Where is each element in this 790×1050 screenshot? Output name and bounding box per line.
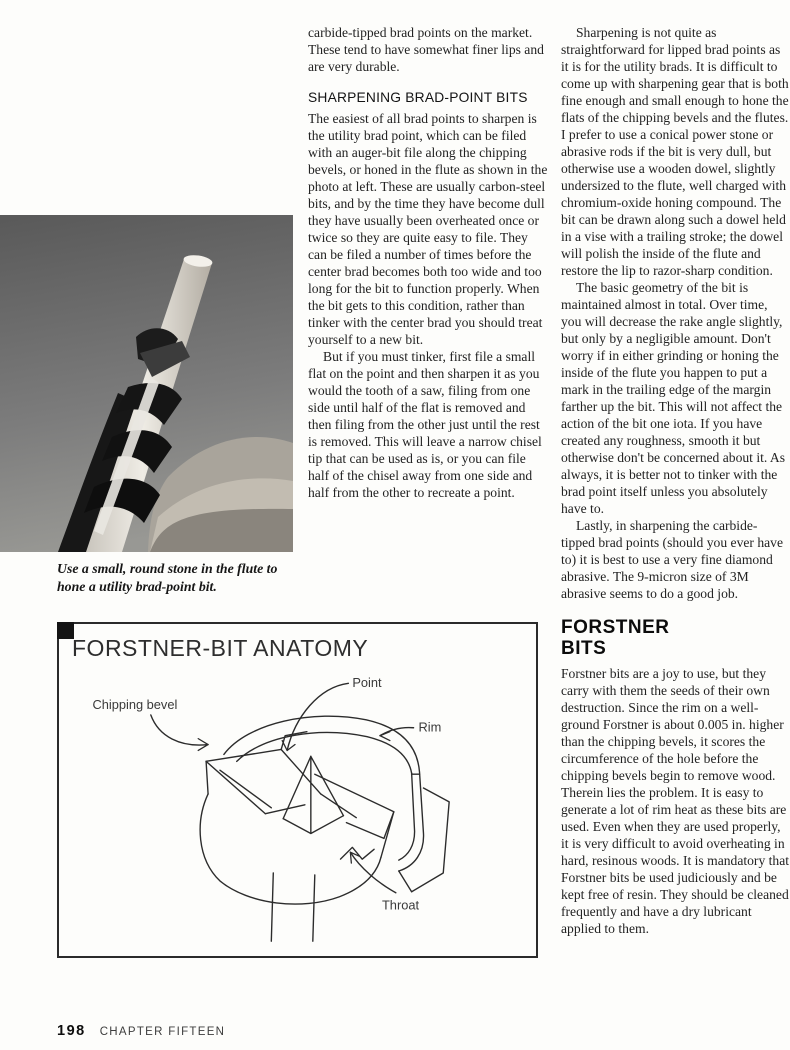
paragraph: But if you must tinker, first file a small flat on the point and then sharpen it as you would the tooth of a saw, filing from one side until half of the flat is removed and then filing from the other just until the rest is removed. This will leave a narrow chisel tip that can be used as is, or you can file half of the chisel away from one side and half from the other to recreate a point.	[308, 349, 542, 500]
diagram-label-rim: Rim	[418, 719, 442, 735]
forstner-bit-anatomy-diagram	[57, 622, 538, 958]
paragraph: Lastly, in sharpening the carbide-tipped brad points (should you ever have to) it is best to use a very fine diamond abrasive. The 9-micron size of 3M abrasive seems to do a good job.	[561, 518, 783, 601]
paragraph: carbide-tipped brad points on the market. These tend to have somewhat finer lips and are very durable.	[308, 25, 544, 74]
diagram-label-chipping-bevel: Chipping bevel	[92, 696, 178, 712]
paragraph: The basic geometry of the bit is maintained almost in total. Over time, you will decrease the rake angle slightly, but only by a negligible amount. Don't worry if in either grinding or honing the inside of the flute you happen to put a mark in the trailing edge of the margin farther up the bit. This will not affect the action of the bit one iota. If you have created any roughness, smooth it but otherwise don't be concerned about it. As always, it is better not to tinker with the brad point itself unless you absolutely have to.	[561, 280, 786, 516]
diagram-label-throat: Throat	[381, 897, 420, 913]
chapter-title: CHAPTER FIFTEEN	[99, 1026, 226, 1038]
photo-caption: Use a small, round stone in the flute to hone a utility brad-point bit.	[57, 561, 278, 594]
photo-brad-point-honing	[0, 215, 293, 552]
page-footer	[57, 1023, 225, 1039]
paragraph: Forstner bits are a joy to use, but they carry with them the seeds of their own destruction. Since the rim on a well-ground Forstner is about 0.005 in. higher than the chipping bevels, it scores the circumference of the hole before the chipping bevels begin to remove wood. Therein lies the problem. It is easy to generate a lot of rim heat as these bits are used. Even when they are used properly, it is very difficult to avoid overheating in hard, resinous woods. It is mandatory that Forstner bits be used judiciously and be kept free of resin. They should be cleaned frequently and have a dry lubricant applied to them.	[561, 666, 790, 936]
diagram-label-point: Point	[352, 675, 382, 691]
photo-illustration	[0, 215, 293, 552]
heading-line: FORSTNER	[561, 617, 670, 638]
section-heading-sharpening-brad-point-bits: SHARPENING BRAD-POINT BITS	[308, 90, 528, 105]
right-text-column	[561, 24, 790, 937]
heading-line: BITS	[561, 638, 607, 659]
section-heading-forstner-bits	[561, 617, 790, 659]
middle-text-column	[308, 24, 548, 501]
forstner-bit-line-art	[59, 624, 536, 956]
diagram-title: FORSTNER-BIT ANATOMY	[72, 635, 369, 661]
page-number: 198	[57, 1023, 86, 1039]
paragraph: Sharpening is not quite as straightforward for lipped brad points as it is for the utility brads. It is difficult to come up with sharpening gear that is both fine enough and small enough to hone the flats of the chipping bevels and the flutes. I prefer to use a conical power stone or abrasive rods if the bit is very dull, but otherwise use a wooden dowel, slightly undersized to the flute, well charged with chromium-oxide honing compound. The bit can be drawn along such a dowel held in a vise with a trailing stroke; the dowel will polish the inside of the flute and restore the lip to razor-sharp condition.	[561, 25, 789, 278]
paragraph: The easiest of all brad points to sharpen is the utility brad point, which can be filed with an auger-bit file along the chipping bevels, or honed in the flute as shown in the photo at left. These are usually carbon-steel bits, and by the time they have become dull they have usually been overheated once or twice so they are quite easy to file. They can be filed a number of times before the center brad becomes both too wide and too long for the bit to function properly. When the bit gets to this condition, rather than tinker with the center brad you should treat yourself to a new bit.	[308, 111, 548, 347]
